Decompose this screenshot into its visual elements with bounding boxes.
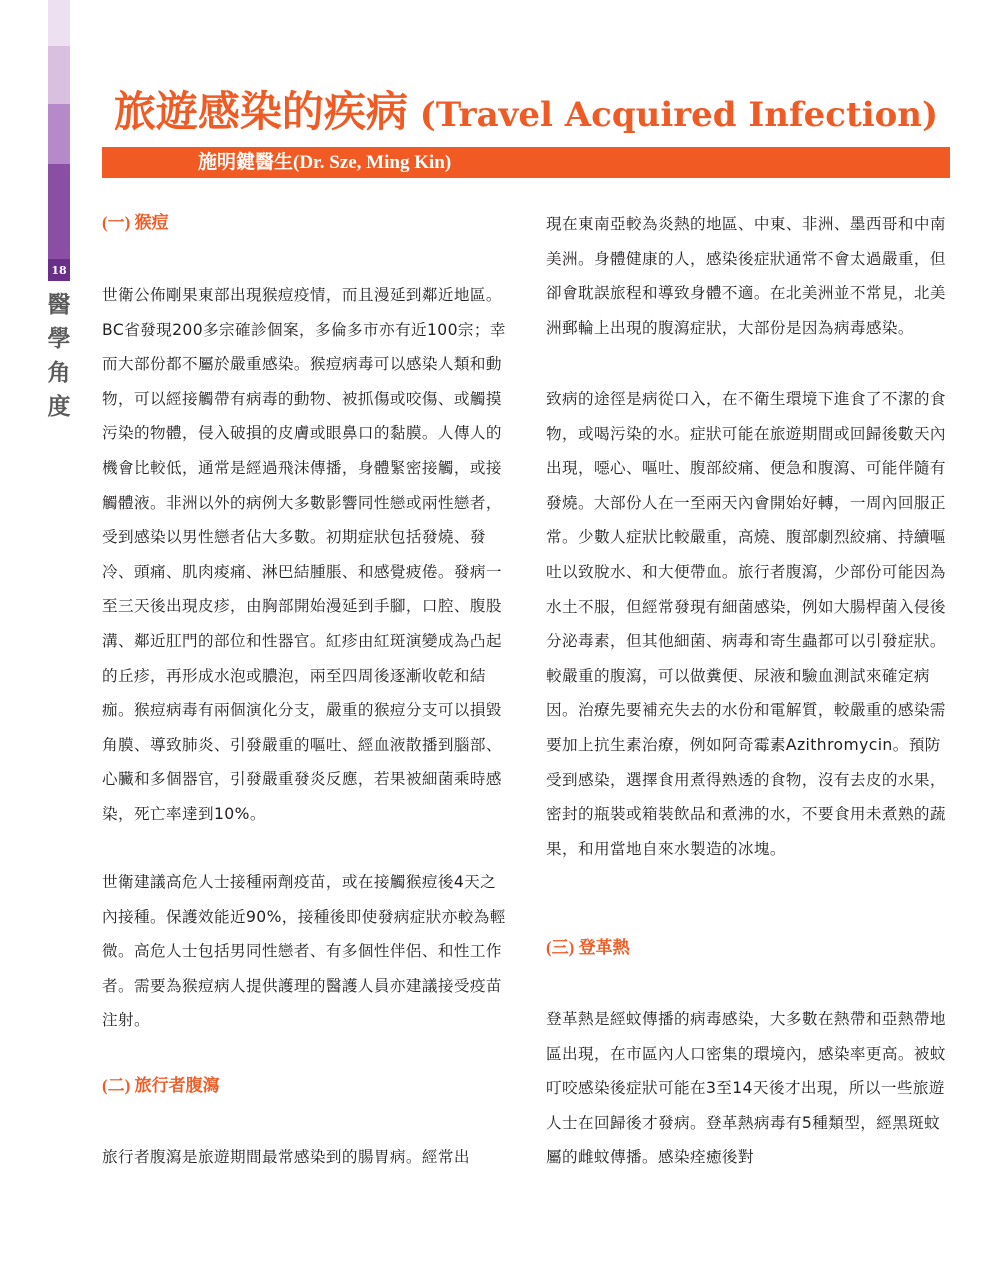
- diarrhea-paragraph-1-start: 旅行者腹瀉是旅遊期間最常感染到的腸胃病。經常出: [102, 1148, 470, 1166]
- article-title: [102, 84, 950, 143]
- monkeypox-paragraph-2: 世衛建議高危人士接種兩劑疫苗，或在接觸猴痘後4天之內接種。保護效能近90%，接種後即使發病症狀亦較為輕微。高危人士包括男同性戀者、有多個性伴侶、和性工作者。需要為猴痘病人提供護理的醫護人員亦建議接受疫苗注射。: [102, 873, 506, 1030]
- article-title-chinese: 旅遊感染的疾病: [113, 87, 408, 136]
- article-title-english: (Travel Acquired Infection): [407, 95, 939, 135]
- section-label: 醫學角度: [47, 291, 71, 420]
- sidebar-strip-segment: [48, 0, 70, 46]
- page-number: 18: [48, 259, 70, 281]
- section-heading-monkeypox: (一) 猴痘: [102, 213, 169, 232]
- diarrhea-paragraph-1-continued: 現在東南亞較為炎熱的地區、中東、非洲、墨西哥和中南美洲。身體健康的人，感染後症狀通常不會太過嚴重，但卻會耽誤旅程和導致身體不適。在北美洲並不常見，北美洲郵輪上出現的腹瀉症狀，大部份是因為病毒感染。: [546, 215, 946, 337]
- sidebar-strip-segment: [48, 104, 70, 164]
- author-name: 施明鍵醫生(Dr. Sze, Ming Kin): [198, 152, 452, 173]
- section-heading-diarrhea: (二) 旅行者腹瀉: [102, 1076, 220, 1095]
- section-heading-dengue: (三) 登革熱: [546, 938, 630, 957]
- diarrhea-paragraph-2: 致病的途徑是病從口入，在不衛生環境下進食了不潔的食物，或喝污染的水。症狀可能在旅遊期間或回歸後數天內出現，噁心、嘔吐、腹部絞痛、便急和腹瀉、可能伴隨有發燒。大部份人在一至兩天內會開始好轉，一周內回服正常。少數人症狀比較嚴重，高燒、腹部劇烈絞痛、持續嘔吐以致脫水、和大便帶血。旅行者腹瀉，少部份可能因為水土不服，但經常發現有細菌感染，例如大腸桿菌入侵後分泌毒素，但其他細菌、病毒和寄生蟲都可以引發症狀。較嚴重的腹瀉，可以做糞便、尿液和驗血測試來確定病因。治療先要補充失去的水份和電解質，較嚴重的感染需要加上抗生素治療，例如阿奇霉素Azithromycin。預防受到感染，選擇食用煮得熟透的食物，沒有去皮的水果，密封的瓶裝或箱裝飲品和煮沸的水，不要食用未煮熟的蔬果，和用當地自來水製造的冰塊。: [546, 390, 946, 858]
- dengue-paragraph-1: 登革熱是經蚊傳播的病毒感染，大多數在熱帶和亞熱帶地區出現，在市區內人口密集的環境內，感染率更高。被蚊叮咬感染後症狀可能在3至14天後才出現，所以一些旅遊人士在回歸後才發病。登革熱病毒有5種類型，經黑斑蚊屬的雌蚊傳播。感染痊癒後對: [546, 1010, 946, 1167]
- sidebar-strip-segment: [48, 46, 70, 104]
- monkeypox-paragraph-1: 世衛公佈剛果東部出現猴痘疫情，而且漫延到鄰近地區。BC省發現200多宗確診個案，多倫多市亦有近100宗；幸而大部份都不屬於嚴重感染。猴痘病毒可以感染人類和動物，可以經接觸帶有病毒的動物、被抓傷或咬傷、或觸摸污染的物體，侵入破損的皮膚或眼鼻口的黏膜。人傳人的機會比較低，通常是經過飛沫傳播，身體緊密接觸，或接觸體液。非洲以外的病例大多數影響同性戀或兩性戀者，受到感染以男性戀者佔大多數。初期症狀包括發燒、發冷、頭痛、肌肉痠痛、淋巴結腫脹、和感覺疲倦。發病一至三天後出現皮疹，由胸部開始漫延到手腳，口腔、腹股溝、鄰近肛門的部位和性器官。紅疹由紅斑演變成為凸起的丘疹，再形成水泡或膿泡，兩至四周後逐漸收乾和結痂。猴痘病毒有兩個演化分支，嚴重的猴痘分支可以損毀角膜、導致肺炎、引發嚴重的嘔吐、經血液散播到腦部、心臟和多個器官，引發嚴重發炎反應，若果被細菌乘時感染，死亡率達到10%。: [102, 286, 506, 823]
- author-bar: [102, 147, 950, 178]
- sidebar-strip-segment: [48, 164, 70, 259]
